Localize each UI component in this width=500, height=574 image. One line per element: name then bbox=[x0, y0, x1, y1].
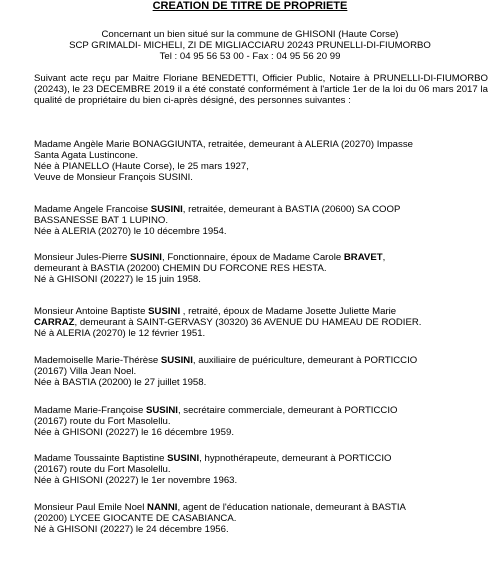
person-line-1: Monsieur Jules-Pierre SUSINI, Fonctionnaire, époux de Madame Carole BRAVET, bbox=[34, 252, 386, 263]
surname: SUSINI bbox=[167, 453, 200, 464]
person-line-3: Née à ALERIA (20270) le 10 décembre 1954. bbox=[34, 226, 227, 237]
spouse-surname: CARRAZ bbox=[34, 317, 75, 328]
intro-paragraph: Suivant acte reçu par Maitre Floriane BENEDETTI, Officier Public, Notaire à PRUNELLI-DI-FIUMORBO (20243), le 23 DECEMBRE 2019 il a été constaté conformément à l'article 1er de la loi du 06 mars 2017 la qualité de propriétaire du bien ci-après désigné, des personnes suivantes : bbox=[34, 73, 488, 106]
person-line-3: Née à BASTIA (20200) le 27 juillet 1958. bbox=[34, 377, 207, 388]
person-line-1: Mademoiselle Marie-Thérèse SUSINI, auxiliaire de puériculture, demeurant à PORTICCIO bbox=[34, 355, 418, 366]
person-entry bbox=[34, 252, 488, 285]
surname: NANNI bbox=[147, 502, 178, 513]
person-line-2: (20167) route du Fort Masolellu. bbox=[34, 464, 171, 475]
person-line-1: Madame Toussainte Baptistine SUSINI, hypnothérapeute, demeurant à PORTICCIO bbox=[34, 453, 392, 464]
person-entry bbox=[34, 453, 488, 486]
spouse-surname: BRAVET bbox=[343, 252, 383, 263]
person-line-2: demeurant à BASTIA (20200) CHEMIN DU FORCONE RES HESTA. bbox=[34, 263, 327, 274]
person-entry bbox=[34, 306, 488, 339]
person-entry bbox=[34, 502, 488, 535]
person-entry bbox=[34, 405, 488, 438]
person-entry bbox=[34, 355, 488, 388]
person-line-3: Née à GHISONI (20227) le 1er novembre 1963. bbox=[34, 475, 238, 486]
person-line-1: Madame Angèle Marie BONAGGIUNTA, retraitée, demeurant à ALERIA (20270) Impasse bbox=[34, 139, 413, 150]
person-entry bbox=[34, 204, 488, 237]
person-line-2: CARRAZ, demeurant à SAINT-GERVASY (30320) 36 AVENUE DU HAMEAU DE RODIER. bbox=[34, 317, 422, 328]
person-line-1: Madame Marie-Françoise SUSINI, secrétaire commerciale, demeurant à PORTICCIO bbox=[34, 405, 398, 416]
person-line-3: Né à GHISONI (20227) le 24 décembre 1956. bbox=[34, 524, 229, 535]
person-line-2: (20200) LYCEE GIOCANTE DE CASABIANCA. bbox=[34, 513, 237, 524]
surname: SUSINI bbox=[148, 306, 181, 317]
person-line-2: (20167) Villa Jean Noel. bbox=[34, 366, 137, 377]
surname: SUSINI bbox=[129, 252, 162, 263]
person-line-2: BASSANESSE BAT 1 LUPINO. bbox=[34, 215, 169, 226]
person-line-2: (20167) route du Fort Masolellu. bbox=[34, 416, 171, 427]
person-line-1: Madame Angele Francoise SUSINI, retraitée, demeurant à BASTIA (20600) SA COOP bbox=[34, 204, 401, 215]
document-title-text: CREATION DE TITRE DE PROPRIETE bbox=[152, 0, 348, 12]
person-entry bbox=[34, 139, 488, 183]
document-title bbox=[0, 0, 500, 12]
person-line-1: Monsieur Antoine Baptiste SUSINI , retraité, époux de Madame Josette Juliette Marie bbox=[34, 306, 397, 317]
person-line-3: Née à GHISONI (20227) le 16 décembre 1959. bbox=[34, 427, 234, 438]
person-line-3: Né à GHISONI (20227) le 15 juin 1958. bbox=[34, 274, 201, 285]
surname: SUSINI bbox=[145, 405, 178, 416]
person-line-4: Veuve de Monsieur François SUSINI. bbox=[34, 172, 193, 183]
surname: SUSINI bbox=[150, 204, 183, 215]
surname: SUSINI bbox=[160, 355, 193, 366]
header-line-3: Tel : 04 95 56 53 00 - Fax : 04 95 56 20 99 bbox=[159, 51, 341, 62]
person-line-3: Né à ALERIA (20270) le 12 février 1951. bbox=[34, 328, 206, 339]
person-line-3: Née à PIANELLO (Haute Corse), le 25 mars 1927, bbox=[34, 161, 249, 172]
header-line-1: Concernant un bien situé sur la commune de GHISONI (Haute Corse) bbox=[101, 29, 399, 40]
header-line-2: SCP GRIMALDI- MICHELI, ZI DE MIGLIACCIARU 20243 PRUNELLI-DI-FIUMORBO bbox=[69, 40, 431, 51]
person-line-2: Santa Agata Lustincone. bbox=[34, 150, 139, 161]
person-line-1: Monsieur Paul Emile Noel NANNI, agent de l'éducation nationale, demeurant à BASTIA bbox=[34, 502, 406, 513]
